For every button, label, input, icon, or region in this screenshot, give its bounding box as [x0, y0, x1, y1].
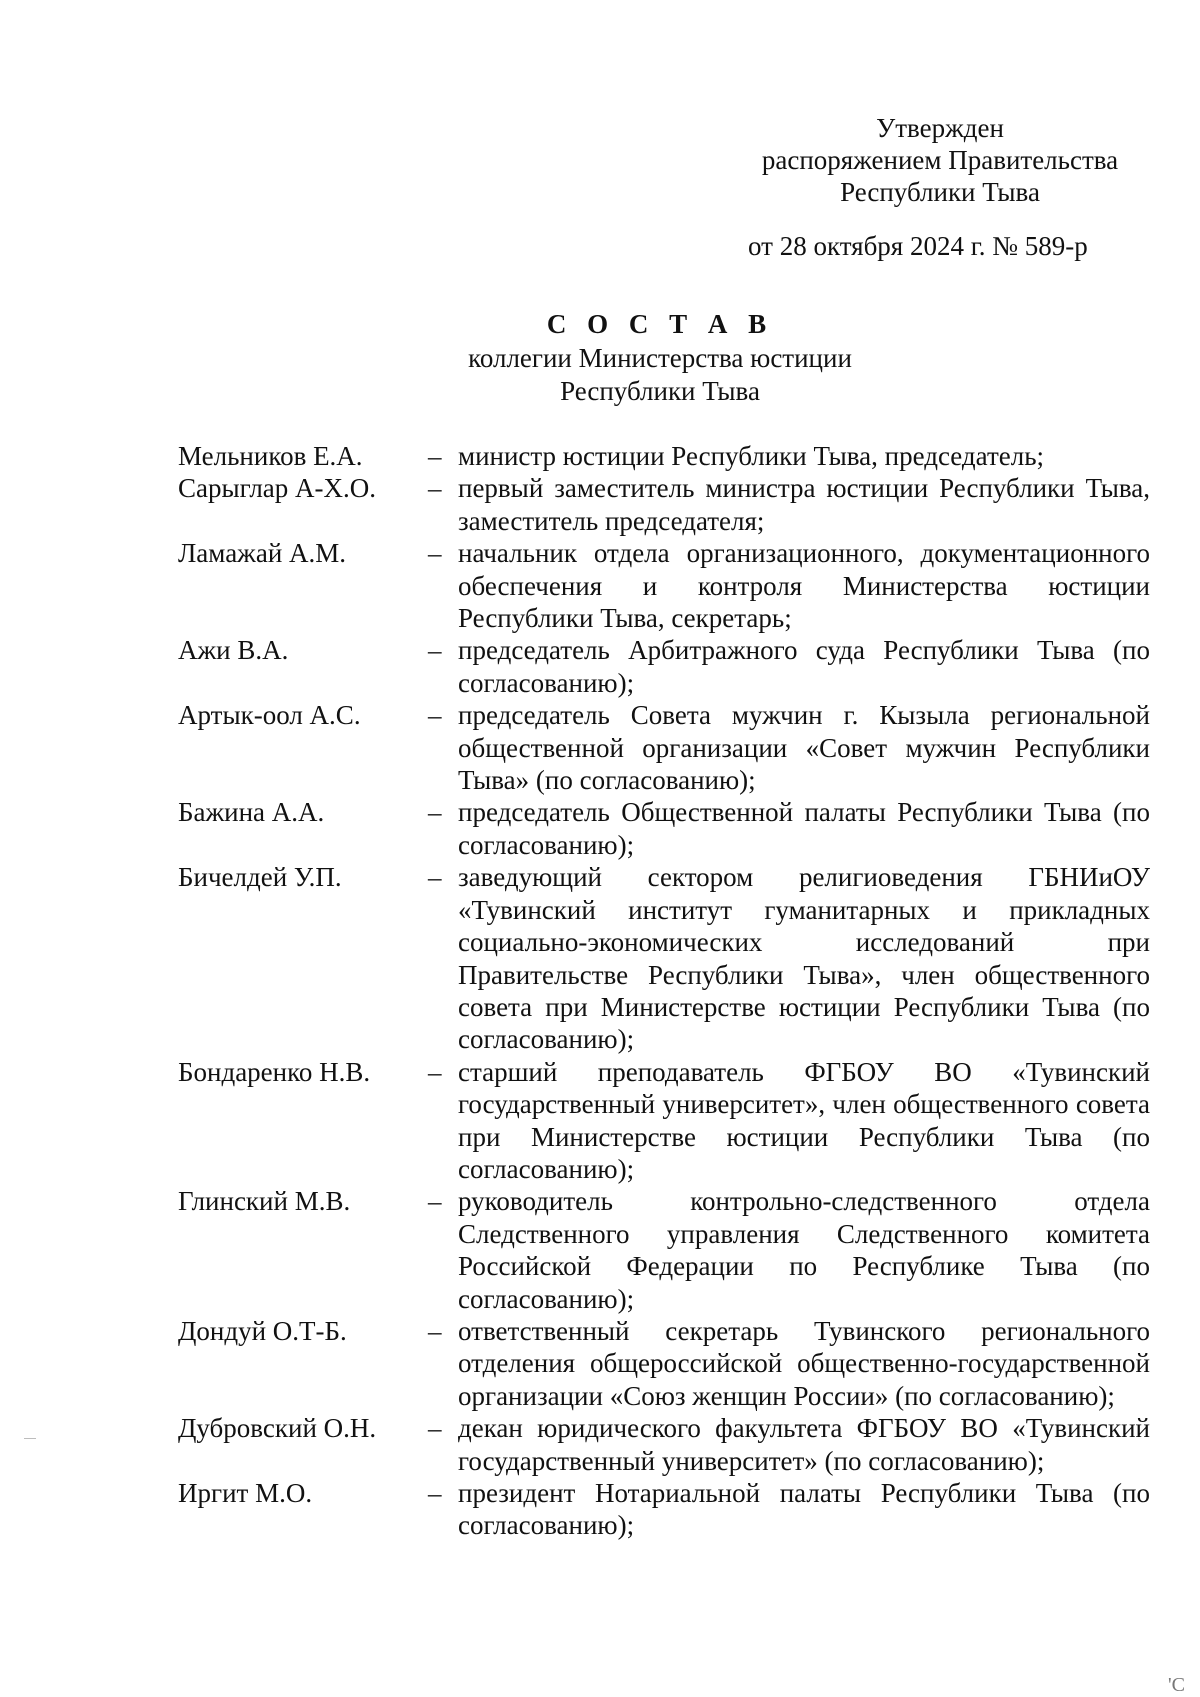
- member-dash: –: [428, 797, 442, 828]
- member-role: начальник отдела организационного, документационного обеспечения и контроля Министерства юстиции Республики Тыва, секретарь;: [458, 538, 1150, 634]
- member-row: [178, 634, 1150, 699]
- member-row: [178, 1185, 1150, 1315]
- member-name: Бондаренко Н.В.: [178, 1056, 371, 1087]
- member-row: [178, 796, 1150, 861]
- member-name: Дубровский О.Н.: [178, 1413, 377, 1444]
- member-role: председатель Арбитражного суда Республики Тыва (по согласованию);: [458, 635, 1150, 698]
- member-role: старший преподаватель ФГБОУ ВО «Тувинский государственный университет», член общественного совета при Министерстве юстиции Республики Тыва (по согласованию);: [458, 1056, 1150, 1184]
- member-role: председатель Совета мужчин г. Кызыла региональной общественной организации «Совет мужчин Республики Тыва» (по согласованию);: [458, 700, 1150, 796]
- approval-date: от 28 октября 2024 г. № 589-р: [748, 231, 1088, 261]
- member-role: ответственный секретарь Тувинского регионального отделения общероссийской общественно-государственной организации «Союз женщин России» (по согласованию);: [458, 1315, 1150, 1411]
- member-row: [178, 861, 1150, 1055]
- member-row: [178, 699, 1150, 796]
- members-list: [178, 440, 1150, 1542]
- member-name: Ламажай А.М.: [178, 538, 347, 569]
- member-row: [178, 537, 1150, 634]
- margin-mark: [24, 1438, 36, 1439]
- member-row: [178, 472, 1150, 537]
- member-name: Иргит М.О.: [178, 1478, 313, 1508]
- approval-stamp: [720, 112, 1160, 262]
- member-name: Глинский М.В.: [178, 1186, 351, 1217]
- member-role: министр юстиции Республики Тыва, председатель;: [458, 441, 1045, 471]
- title-heading: С О С Т А В: [546, 309, 774, 339]
- member-role: первый заместитель министра юстиции Республики Тыва, заместитель председателя;: [458, 473, 1150, 536]
- member-row: [178, 1056, 1150, 1186]
- member-dash: –: [428, 635, 442, 666]
- approval-line-2: распоряжением Правительства: [761, 145, 1119, 175]
- member-dash: –: [428, 1056, 442, 1087]
- member-name: Мельников Е.А.: [178, 441, 363, 471]
- member-dash: –: [428, 1413, 442, 1444]
- title-line-2: Республики Тыва: [560, 376, 760, 406]
- member-name: Бичелдей У.П.: [178, 862, 342, 893]
- member-role: руководитель контрольно-следственного отдела Следственного управления Следственного комитета Российской Федерации по Республике Тыва (по согласованию);: [458, 1186, 1150, 1314]
- member-row: [178, 1477, 1150, 1542]
- member-dash: –: [428, 1478, 442, 1508]
- member-dash: –: [428, 441, 442, 471]
- member-name: Сарыглар А-Х.О.: [178, 473, 377, 504]
- document-title: [380, 308, 940, 408]
- member-dash: –: [428, 862, 442, 893]
- member-dash: –: [428, 538, 442, 569]
- member-row: [178, 1412, 1150, 1477]
- member-role: председатель Общественной палаты Республики Тыва (по согласованию);: [458, 797, 1150, 860]
- member-dash: –: [428, 1186, 442, 1217]
- member-row: [178, 1315, 1150, 1412]
- corner-mark: 'С: [1168, 1674, 1185, 1696]
- title-line-1: коллегии Министерства юстиции: [468, 343, 852, 373]
- member-dash: –: [428, 1315, 442, 1346]
- approval-line-3: Республики Тыва: [840, 177, 1040, 207]
- member-role: заведующий сектором религиоведения ГБНИиОУ «Тувинский институт гуманитарных и прикладных социально-экономических исследований при Правительстве Республики Тыва», член общественного совета при Министерстве юстиции Республики Тыва (по согласованию);: [458, 862, 1150, 1055]
- member-name: Артык-оол А.С.: [178, 700, 361, 731]
- approval-line-1: Утвержден: [876, 113, 1004, 143]
- member-role: президент Нотариальной палаты Республики Тыва (по согласованию);: [458, 1478, 1150, 1541]
- member-row: [178, 440, 1150, 472]
- member-name: Бажина А.А.: [178, 797, 325, 828]
- member-name: Дондуй О.Т-Б.: [178, 1315, 347, 1346]
- member-name: Ажи В.А.: [178, 635, 289, 666]
- member-dash: –: [428, 700, 442, 731]
- member-role: декан юридического факультета ФГБОУ ВО «Тувинский государственный университет» (по согласованию);: [458, 1413, 1150, 1476]
- member-dash: –: [428, 473, 442, 504]
